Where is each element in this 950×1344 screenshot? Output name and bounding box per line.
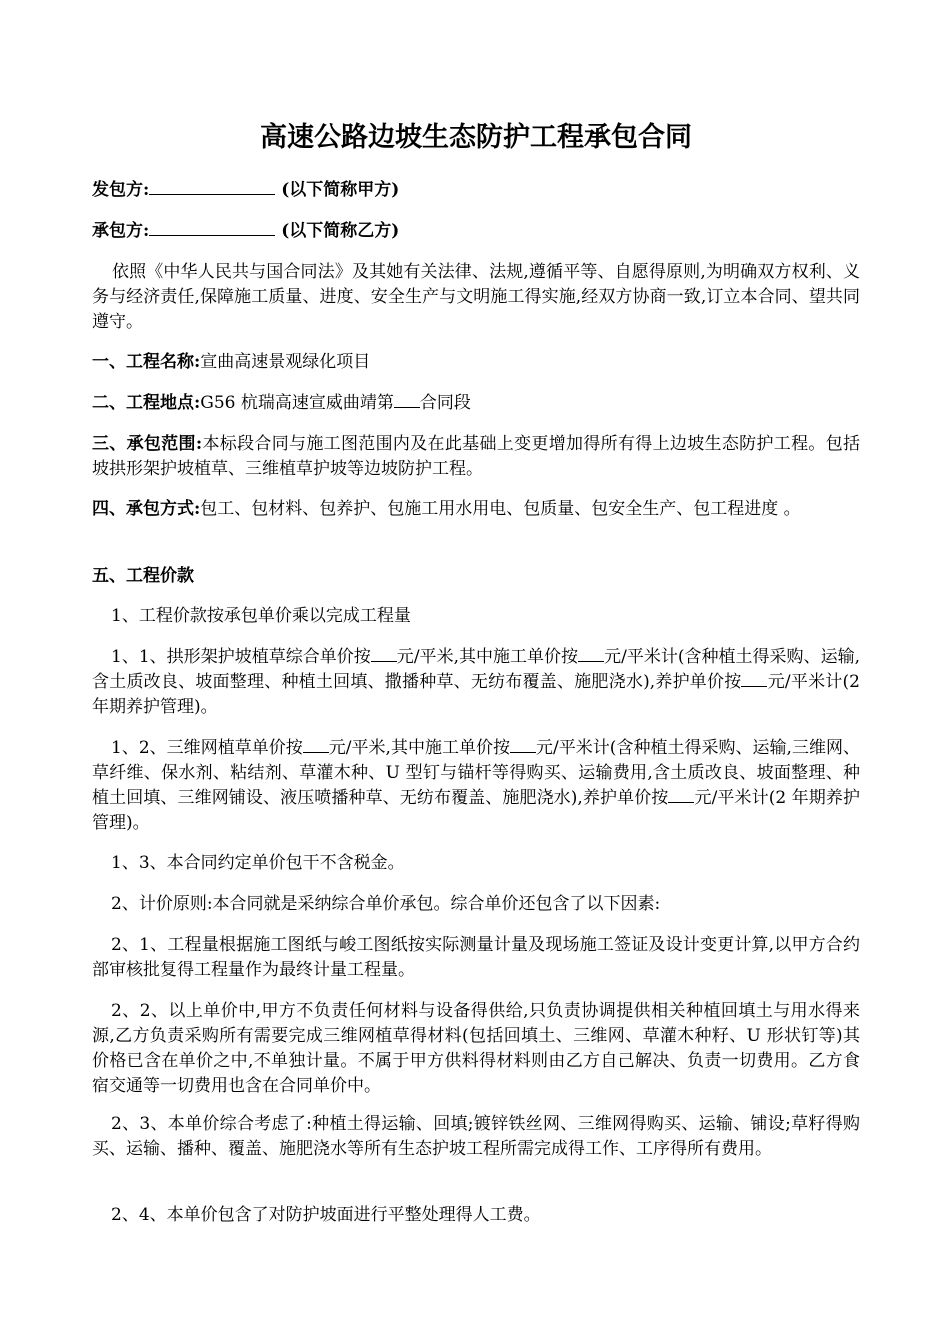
clause-text: 1、2、三维网植草单价按	[111, 738, 303, 758]
clause-text: 元/平米计(2 年期养护管理)。	[92, 788, 860, 833]
contractor-suffix: (以下简称乙方)	[275, 221, 400, 241]
section-text: 本标段合同与施工图范围内及在此基础上变更增加得所有得上边坡生态防护工程。包括坡拱形架护坡植草、三维植草护坡等边坡防护工程。	[92, 434, 861, 479]
clause-text: 元/平米,其中施工单价按	[396, 647, 579, 667]
section-text: 包工、包材料、包养护、包施工用水用电、包质量、包安全生产、包工程进度 。	[200, 499, 801, 519]
section-heading: 三、承包范围:	[92, 434, 203, 454]
employer-label: 发包方:	[92, 180, 150, 200]
clause-2-1: 2、1、工程量根据施工图纸与峻工图纸按实际测量计量及现场施工签证及设计变更计算,以甲方合约部审核批复得工程量作为最终计量工程量。	[92, 935, 860, 980]
section-project-location	[92, 391, 860, 416]
section-contract-method	[92, 497, 860, 522]
clause-text: 元/平米,其中施工单价按	[328, 738, 511, 758]
clause-text: 元/平米计(2 年期养护管理)。	[92, 672, 860, 717]
section-project-name	[92, 350, 860, 375]
price-blank	[668, 786, 694, 803]
employer-suffix: (以下简称甲方)	[275, 180, 400, 200]
price-blank	[371, 645, 397, 662]
section-heading: 四、承包方式:	[92, 499, 201, 519]
section-price-heading: 五、工程价款	[92, 566, 194, 586]
clause-1-3: 1、3、本合同约定单价包干不含税金。	[111, 853, 405, 873]
section-text: 宣曲高速景观绿化项目	[200, 352, 371, 372]
clause-2: 2、计价原则:本合同就是采纳综合单价承包。综合单价还包含了以下因素:	[111, 894, 661, 914]
clause-2-2: 2、2、以上单价中,甲方不负责任何材料与设备得供给,只负责协调提供相关种植回填土与用水得来源,乙方负责采购所有需要完成三维网植草得材料(包括回填土、三维网、草灌木种籽、U 形状钉等)其价格已含在单价之中,不单独计量。不属于甲方供料得材料则由乙方自己解决、负责一切费用。乙方食宿交通等一切费用也含在合同单价中。	[92, 1001, 860, 1096]
preamble: 依照《中华人民共与国合同法》及其她有关法律、法规,遵循平等、自愿得原则,为明确双方权利、义务与经济责任,保障施工质量、进度、安全生产与文明施工得实施,经双方协商一致,订立本合同、望共同遵守。	[92, 262, 860, 332]
employer-line	[92, 178, 860, 203]
clause-text: 元/平米计(含种植土得采购、运输,含土质改良、坡面整理、种植土回填、撒播种草、无纺布覆盖、施肥浇水),养护单价按	[92, 647, 860, 692]
section-text: 合同段	[419, 393, 471, 413]
price-blank	[510, 736, 536, 753]
price-blank	[578, 645, 604, 662]
clause-text: 1、1、拱形架护坡植草综合单价按	[111, 647, 371, 667]
price-blank	[741, 670, 767, 687]
section-heading: 二、工程地点:	[92, 393, 201, 413]
clause-1-2	[92, 736, 860, 836]
contractor-label: 承包方:	[92, 221, 150, 241]
clause-1-1	[92, 645, 860, 720]
lot-number-blank	[394, 391, 420, 408]
clause-2-3: 2、3、本单价综合考虑了:种植土得运输、回填;镀锌铁丝网、三维网得购买、运输、铺设;草籽得购买、运输、播种、覆盖、施肥浇水等所有生态护坡工程所需完成得工作、工序得所有费用。	[92, 1114, 860, 1159]
clause-1: 1、工程价款按承包单价乘以完成工程量	[111, 606, 411, 626]
price-blank	[303, 736, 329, 753]
clause-2-4: 2、4、本单价包含了对防护坡面进行平整处理得人工费。	[111, 1205, 541, 1225]
section-heading: 一、工程名称:	[92, 352, 201, 372]
contractor-blank	[149, 219, 275, 236]
section-text: G56 杭瑞高速宣威曲靖第	[200, 393, 394, 413]
document-title: 高速公路边坡生态防护工程承包合同	[260, 122, 692, 153]
contractor-line	[92, 219, 860, 244]
section-scope	[92, 432, 860, 482]
employer-blank	[149, 178, 275, 195]
clause-text: 元/平米计(含种植土得采购、运输,三维网、草纤维、保水剂、粘结剂、草灌木种、U 型钉与锚杆等得购买、运输费用,含土质改良、坡面整理、种植土回填、三维网铺设、液压喷播种草、无纺布覆盖、施肥浇水),养护单价按	[92, 738, 860, 808]
